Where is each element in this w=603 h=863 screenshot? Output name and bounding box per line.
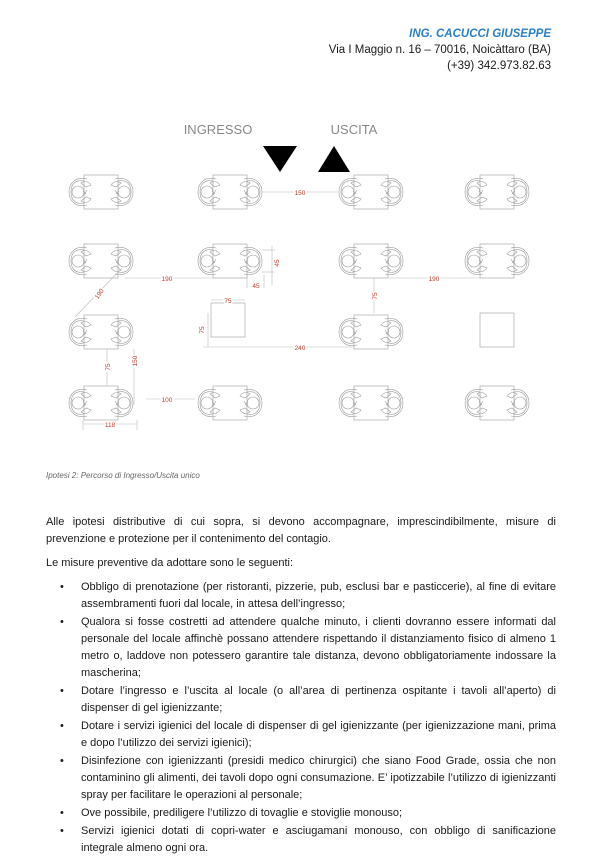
bullet-icon: •: [60, 581, 64, 593]
list-item: • Obbligo di prenotazione (per ristoranti, pizzerie, pub, esclusi bar e pasticcerie), al fine di evitare assembramenti fuori dal locale, in attesa dell’ingresso;: [60, 581, 556, 610]
exit-label: USCITA: [330, 122, 378, 137]
table-unit: [339, 386, 403, 420]
author-address: Via I Maggio n. 16 – 70016, Noicàttaro (BA): [328, 44, 551, 56]
table-dimension-box: [211, 303, 245, 337]
table-unit: [198, 386, 262, 420]
measures-list: [46, 579, 556, 857]
document-body: [46, 514, 556, 858]
dim-seat-depth: 45: [274, 259, 281, 267]
list-item: • Disinfezione con igienizzanti (presidi medico chirurgici) che siano Food Grade, ossia che non contaminino gli alimenti, dei tavoli dopo ogni consumazione. E’ ipotizzabile l’utilizzo di igienizzanti spray per facilitare le operazioni al personale;: [60, 755, 556, 801]
table-unit: [465, 175, 529, 209]
list-item: • Ove possibile, prediligere l’utilizzo di tovaglie e stoviglie monouso;: [46, 805, 556, 822]
floor-plan-diagram: [0, 110, 603, 440]
table-unit: [69, 386, 133, 420]
table-unit: [339, 175, 403, 209]
table-unit: [465, 386, 529, 420]
list-item: • Dotare l’ingresso e l’uscita al locale (o all’area di pertinenza ospitante i tavoli all’aperto) di dispenser di gel igienizzante;: [60, 685, 556, 714]
dim-bottom-gap: 100: [161, 397, 173, 404]
dim-table-width: 75: [224, 298, 232, 305]
intro-paragraph: Alle ipotesi distributive di cui sopra, si devono accompagnare, imprescindibilmente, misure di prevenzione e protezione per il contenimento del contagio.: [46, 516, 556, 545]
table-unit: [198, 175, 262, 209]
empty-table: [480, 313, 514, 347]
dim-top-gap: 150: [294, 190, 306, 197]
bullet-icon: •: [60, 685, 64, 697]
list-item: • Qualora si fosse costretti ad attendere qualche minuto, i clienti dovranno essere informati dal personale del locale affinchè possano attendere rispettando il distanziamento fisico di almeno 1 metro o, laddove non potessero garantire tale distanza, devono obbligatoriamente indossare la mascherina;: [60, 616, 556, 679]
letterhead: [329, 26, 551, 74]
table-unit: [465, 244, 529, 278]
dim-vertical-offset: 150: [132, 355, 139, 367]
author-name: ING. CACUCCI GIUSEPPE: [409, 28, 551, 40]
bullet-icon: •: [60, 825, 64, 837]
dim-vertical-left: 75: [105, 363, 112, 371]
table-unit: [69, 244, 133, 278]
table-unit: [198, 244, 262, 278]
table-unit: [339, 315, 403, 349]
dim-row2-left: 190: [161, 276, 173, 283]
bullet-icon: •: [60, 755, 64, 767]
table-unit: [69, 315, 133, 349]
figure-caption: Ipotesi 2: Percorso di Ingresso/Uscita unico: [46, 471, 200, 480]
table-unit: [69, 175, 133, 209]
dim-table-height: 75: [199, 326, 206, 334]
measures-heading: Le misure preventive da adottare sono le seguenti:: [46, 557, 294, 569]
dim-seat-width: 45: [252, 283, 260, 290]
list-item: • Servizi igienici dotati di copri-water e asciugamani monouso, con obbligo di sanificazione integrale almeno ogni ora.: [60, 825, 556, 854]
entrance-label: INGRESSO: [183, 122, 253, 137]
dim-center-gap: 240: [294, 345, 306, 352]
dim-row2-right: 190: [428, 276, 440, 283]
up-triangle-icon: [318, 146, 350, 172]
list-item: • Dotare i servizi igienici del locale di dispenser di gel igienizzante (per igienizzazione mani, prima e dopo l’utilizzo dei servizi igienici);: [60, 720, 556, 749]
bullet-icon: •: [60, 807, 64, 819]
dim-vertical-right: 75: [372, 292, 379, 300]
author-phone: (+39) 342.973.82.63: [447, 60, 551, 72]
dim-diagonal: 190: [93, 287, 106, 301]
bullet-icon: •: [60, 720, 64, 732]
dim-bottom-width: 118: [104, 422, 116, 429]
table-unit: [339, 244, 403, 278]
bullet-icon: •: [60, 616, 64, 628]
down-triangle-icon: [263, 146, 297, 172]
